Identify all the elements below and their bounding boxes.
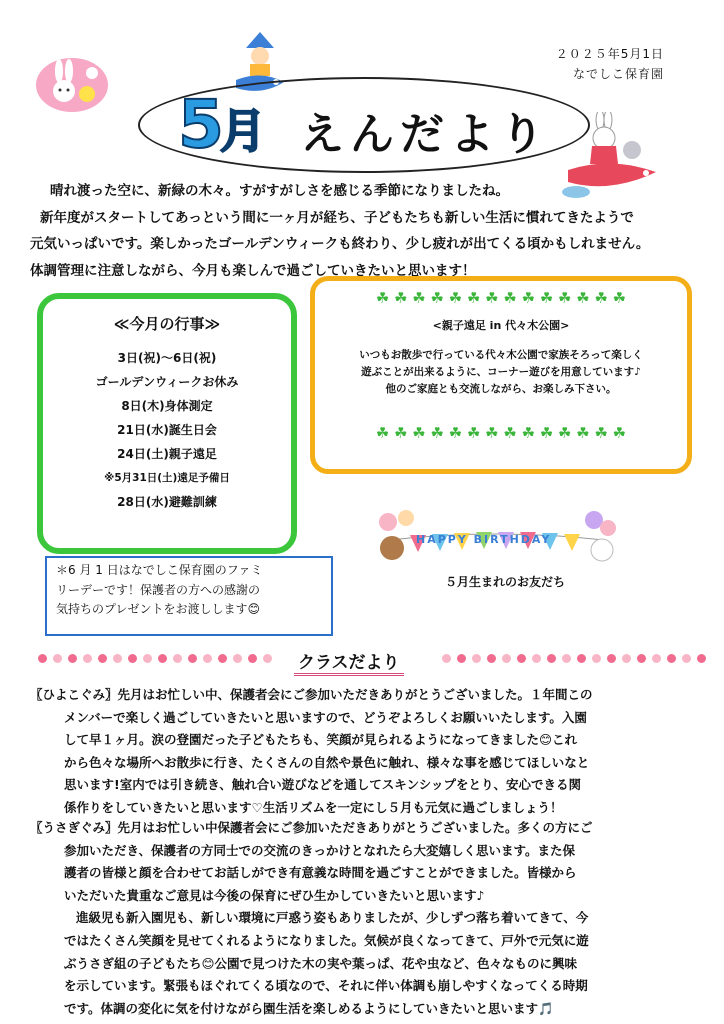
picnic-box <box>310 276 692 474</box>
dot <box>682 654 691 663</box>
dot <box>218 654 227 663</box>
hiyoko-line: 〖ひよこぐみ〗先月はお忙しい中、保護者会にご参加いただきありがとうございました。１年間この <box>30 687 593 702</box>
dot <box>622 654 631 663</box>
dot <box>143 654 152 663</box>
usagi-line: 護者の皆様と顔を合わせてお話しができ有意義な時間を過ごすことができました。皆様から <box>64 865 577 881</box>
dot <box>592 654 601 663</box>
title-month-number: 5 <box>178 86 220 163</box>
event-item: 24日(土)親子遠足 <box>117 447 217 461</box>
picnic-body <box>315 347 687 398</box>
dot <box>68 654 77 663</box>
clover-row-top <box>315 287 687 309</box>
page-title: えんだより <box>300 109 550 160</box>
dot <box>203 654 212 663</box>
clover-icon: ☘ ☘ ☘ ☘ ☘ ☘ ☘ ☘ ☘ ☘ ☘ ☘ ☘ ☘ <box>375 424 627 442</box>
dot <box>607 654 616 663</box>
dot <box>442 654 451 663</box>
usagi-line: 〖うさぎぐみ〗先月はお忙しい中保護者会にご参加いただきありがとうございました。多くの方にご <box>30 820 593 835</box>
dot <box>562 654 571 663</box>
picnic-line: いつもお散歩で行っている代々木公園で家族そろって楽しく <box>359 349 643 361</box>
event-item: ゴールデンウィークお休み <box>95 375 239 389</box>
dot <box>173 654 182 663</box>
picnic-title: <親子遠足 in 代々木公園> <box>432 319 570 332</box>
dot <box>487 654 496 663</box>
dot <box>472 654 481 663</box>
intro-line: 新年度がスタートしてあっという間に一ヶ月が経ち、子どもたちも新しい生活に慣れてきたようで <box>40 209 634 226</box>
dot <box>113 654 122 663</box>
title-month <box>178 86 262 163</box>
birthday-caption: ５月生まれのお友だち <box>445 575 566 589</box>
usagi-line: を示しています。緊張もほぐれてくる頃なので、それに伴い体調も崩しやすくなってくる時期 <box>64 978 588 994</box>
usagi-line: 進級児も新入園児も、新しい環境に戸惑う姿もありましたが、少しずつ落ち着いてきて、今 <box>76 910 589 926</box>
dot <box>248 654 257 663</box>
intro-line: 元気いっぱいです。楽しかったゴールデンウィークも終わり、少し疲れが出てくる頃かもしれません。 <box>30 236 650 252</box>
bunny-chick-icon <box>35 53 109 113</box>
event-item: 8日(木)身体測定 <box>121 399 213 413</box>
usagi-line: 参加いただき、保護者の方同士での交流のきっかけとなれたら大変嬉しく思います。また保 <box>64 842 576 858</box>
dot <box>38 654 47 663</box>
birthday-banner-text: HAPPY BIRTHDAY <box>416 533 552 546</box>
usagi-line: いただいた貴重なご意見は今後の保育にぜひ生かしていきたいと思います♪ <box>64 887 485 903</box>
dot <box>263 654 272 663</box>
event-item: ※5月31日(土)遠足予備日 <box>104 472 230 484</box>
family-day-line: リーデーです！保護者の方への感謝の <box>56 582 261 597</box>
dot <box>667 654 676 663</box>
family-day-note <box>45 556 333 636</box>
dot <box>188 654 197 663</box>
dot <box>652 654 661 663</box>
dot <box>53 654 62 663</box>
intro-paragraph <box>30 178 702 284</box>
usagi-line: です。体調の変化に気を付けながら園生活を楽しめるようにしていきたいと思います🎵 <box>64 1000 554 1016</box>
dot <box>502 654 511 663</box>
hiyoko-line: 思います!室内では引き続き、触れ合い遊びなどを通してスキンシップをとり、安心できる関 <box>64 777 582 793</box>
organization-name: なでしこ保育園 <box>572 67 664 81</box>
hiyoko-class-news <box>30 684 700 820</box>
dot <box>128 654 137 663</box>
issue-date: ２０２５年5月1日 <box>555 47 664 61</box>
picnic-line: 遊ぶことが出来るように、コーナー遊びを用意しています♪ <box>361 366 641 378</box>
class-news-title: クラスだより <box>294 648 404 676</box>
usagi-line: ぶうさぎ組の子どもたち😊公園で見つけた木の実や葉っぱ、花や虫など、色々なものに興味 <box>64 955 578 971</box>
dot <box>517 654 526 663</box>
events-list <box>43 346 291 514</box>
header-info <box>556 44 664 84</box>
family-day-line: 気持ちのプレゼントをお渡しします😊 <box>56 602 261 616</box>
dot <box>532 654 541 663</box>
event-item: 28日(水)避難訓練 <box>117 495 217 509</box>
title-month-kanji: 月 <box>219 104 262 158</box>
event-item: 21日(水)誕生日会 <box>117 423 217 437</box>
decorative-dots-left <box>38 651 272 665</box>
dot <box>697 654 706 663</box>
dot <box>83 654 92 663</box>
events-title: ≪今月の行事≫ <box>113 315 221 333</box>
dot <box>547 654 556 663</box>
dot <box>637 654 646 663</box>
hiyoko-line: して早１ヶ月。涙の登園だった子どもたちも、笑顔が見られるようになってきました😊これ <box>64 732 578 748</box>
family-day-line: ＊6 月 1 日はなでしこ保育園のファミ <box>56 563 263 577</box>
dot <box>158 654 167 663</box>
decorative-dots-right <box>442 651 706 665</box>
usagi-class-news <box>30 817 700 1020</box>
hiyoko-line: から色々な場所へお散歩に行き、たくさんの自然や景色に触れ、様々な事を感じてほしいなと <box>64 754 590 770</box>
intro-line: 体調管理に注意しながら、今月も楽しんで過ごしていきたいと思います！ <box>30 262 476 279</box>
dot <box>577 654 586 663</box>
intro-line: 晴れ渡った空に、新緑の木々。すがすがしさを感じる季節になりましたね。 <box>50 183 509 199</box>
usagi-line: ではたくさん笑顔を見せてくれるようになりました。気候が良くなってきて、戸外で元気に遊 <box>64 932 589 948</box>
hiyoko-line: 係作りをしていきたいと思います♡生活リズムを一定にし５月も元気に過ごしましょう！ <box>64 799 563 815</box>
dot <box>98 654 107 663</box>
dot <box>457 654 466 663</box>
clover-icon: ☘ ☘ ☘ ☘ ☘ ☘ ☘ ☘ ☘ ☘ ☘ ☘ ☘ ☘ <box>375 289 627 307</box>
monthly-events-box <box>37 293 297 554</box>
clover-row-bottom <box>315 422 687 444</box>
dot <box>233 654 242 663</box>
picnic-line: 他のご家庭とも交流しながら、お楽しみ下さい。 <box>385 383 617 395</box>
event-item: 3日(祝)～6日(祝) <box>117 351 217 365</box>
hiyoko-line: メンバーで楽しく過ごしていきたいと思いますので、どうぞよろしくお願いいたします。入園 <box>64 709 587 725</box>
